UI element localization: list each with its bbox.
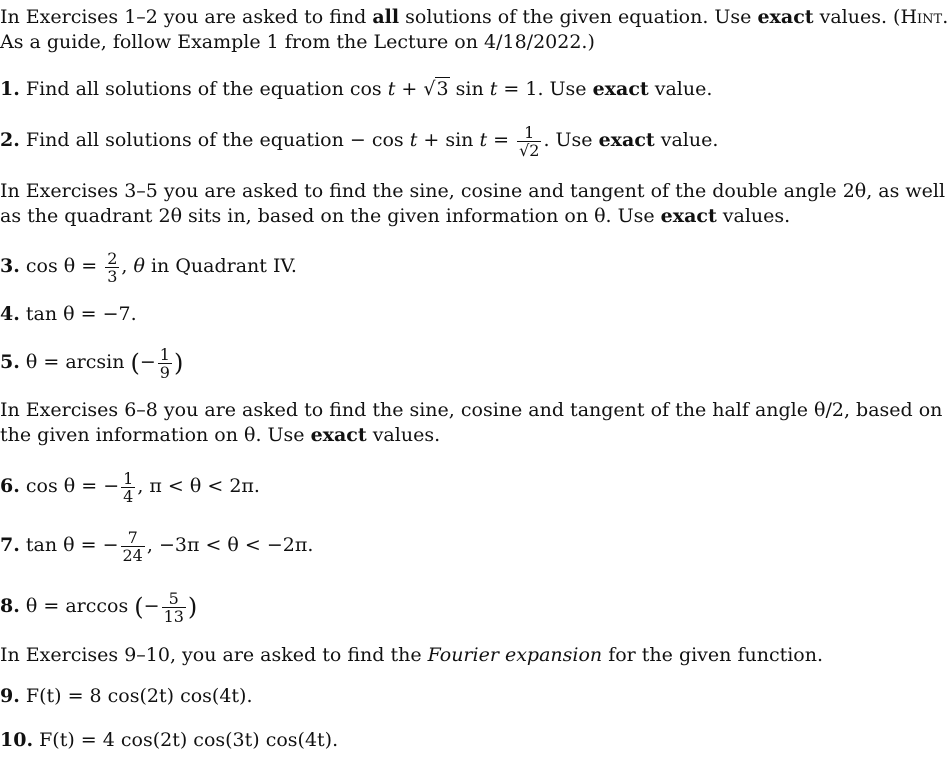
intro-exercises-1-2: In Exercises 1–2 you are asked to find all solutions of the given equation. Use exact values. (Hint. [0, 6, 948, 28]
fraction: $\frac{5}{13}$ [163, 588, 184, 626]
fraction: $\frac{2}{3}$ [107, 248, 118, 286]
exercise-3: 3. cos θ = $\frac{2}{3}$ , θ in Quadrant IV. [0, 248, 297, 286]
intro-exercises-3-5-line2: as the quadrant 2θ sits in, based on the given information on θ. Use exact values. [0, 205, 791, 227]
intro-exercises-6-8: In Exercises 6–8 you are asked to find the sine, cosine and tangent of the half angle θ/2, based on [0, 399, 943, 421]
intro-exercises-3-5: In Exercises 3–5 you are asked to find the sine, cosine and tangent of the double angle 2θ, as well [0, 180, 946, 202]
fraction: $\frac{7}{24}$ [122, 527, 143, 565]
fraction: $\frac{1}{√2}$ [519, 122, 540, 160]
intro-exercises-6-8-line2: the given information on θ. Use exact values. [0, 424, 441, 446]
fraction: $\frac{1}{9}$ [159, 344, 170, 382]
exercise-10: 10. F(t) = 4 cos(2t) cos(3t) cos(4t). [0, 729, 339, 751]
exercise-1: 1. Find all solutions of the equation cos t + √3 sin t = 1. Use exact value. [0, 78, 713, 100]
exercise-5: 5. θ = arcsin (− $\frac{1}{9}$ ) [0, 344, 184, 382]
exercise-9: 9. F(t) = 8 cos(2t) cos(4t). [0, 685, 253, 707]
intro-exercises-1-2-line2: As a guide, follow Example 1 from the Lecture on 4/18/2022.) [0, 31, 595, 53]
intro-exercises-9-10: In Exercises 9–10, you are asked to find the Fourier expansion for the given function. [0, 644, 824, 666]
exercise-2: 2. Find all solutions of the equation − cos t + sin t = $\frac{1}{√2}$ . Use exact value. [0, 122, 719, 160]
fraction: $\frac{1}{4}$ [123, 468, 134, 506]
exercise-8: 8. θ = arccos (− $\frac{5}{13}$ ) [0, 588, 198, 626]
exercise-7: 7. tan θ = − $\frac{7}{24}$ , −3π < θ < −2π. [0, 527, 314, 565]
exercise-6: 6. cos θ = − $\frac{1}{4}$ , π < θ < 2π. [0, 468, 260, 506]
exercise-4: 4. tan θ = −7. [0, 303, 137, 325]
